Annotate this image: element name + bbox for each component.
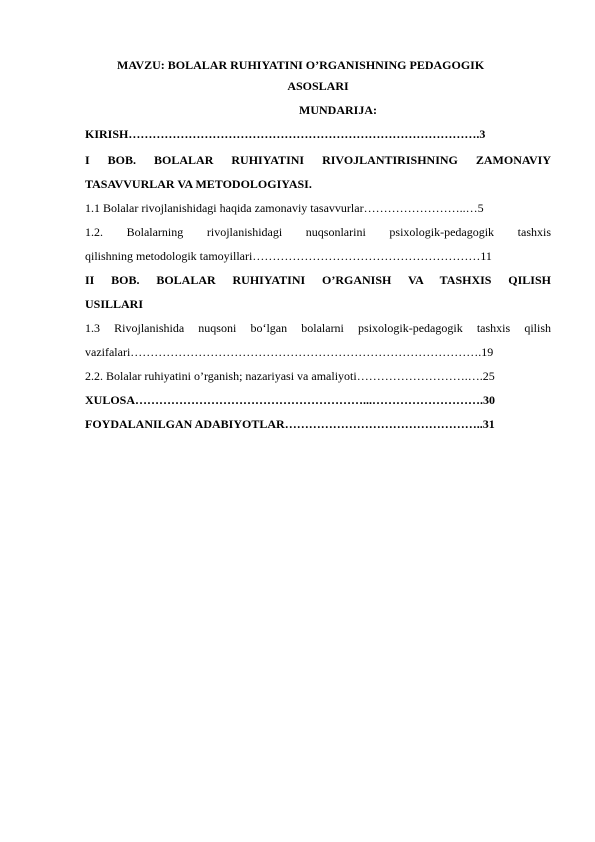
toc-entry-1-2-line-1: 1.2. Bolalarning rivojlanishidagi nuqsonlarini psixologik-pedagogik tashxis (85, 225, 551, 239)
toc-entry-1-2-line-2: qilishning metodologik tamoyillari…………………………………………………11 (85, 249, 492, 263)
document-title-line-2: ASOSLARI (287, 79, 349, 93)
toc-entry-1-3-line-1: 1.3 Rivojlanishida nuqsoni bo‘lgan bolalarni psixologik-pedagogik tashxis qilish (85, 321, 551, 335)
toc-entry-kirish: KIRISH…………………………………………………………………………….3 (85, 127, 486, 141)
toc-entry-chapter-1-line-2: TASAVVURLAR VA METODOLOGIYASI. (85, 177, 312, 191)
toc-entry-1-1: 1.1 Bolalar rivojlanishidagi haqida zamonaviy tasavvurlar……………………..…5 (85, 201, 484, 215)
toc-entry-1-3-line-2: vazifalari…………………………………………………………………………….19 (85, 345, 494, 359)
toc-entry-chapter-1-line-1: I BOB. BOLALAR RUHIYATINI RIVOJLANTIRISHNING ZAMONAVIY (85, 153, 551, 167)
toc-entry-2-2: 2.2. Bolalar ruhiyatini o’rganish; nazariyasi va amaliyoti……………………….….25 (85, 369, 495, 383)
toc-entry-xulosa: XULOSA…………………………………………………...……………………….30 (85, 393, 496, 407)
toc-entry-adabiyotlar: FOYDALANILGAN ADABIYOTLAR…………………………………………..31 (85, 417, 495, 431)
document-title-line-1: MAVZU: BOLALAR RUHIYATINI O’RGANISHNING PEDAGOGIK (117, 58, 485, 72)
toc-entry-chapter-2-line-1: II BOB. BOLALAR RUHIYATINI O’RGANISH VA TASHXIS QILISH (85, 273, 551, 287)
toc-entry-chapter-2-line-2: USILLARI (85, 297, 144, 311)
toc-heading: MUNDARIJA: (299, 103, 377, 117)
